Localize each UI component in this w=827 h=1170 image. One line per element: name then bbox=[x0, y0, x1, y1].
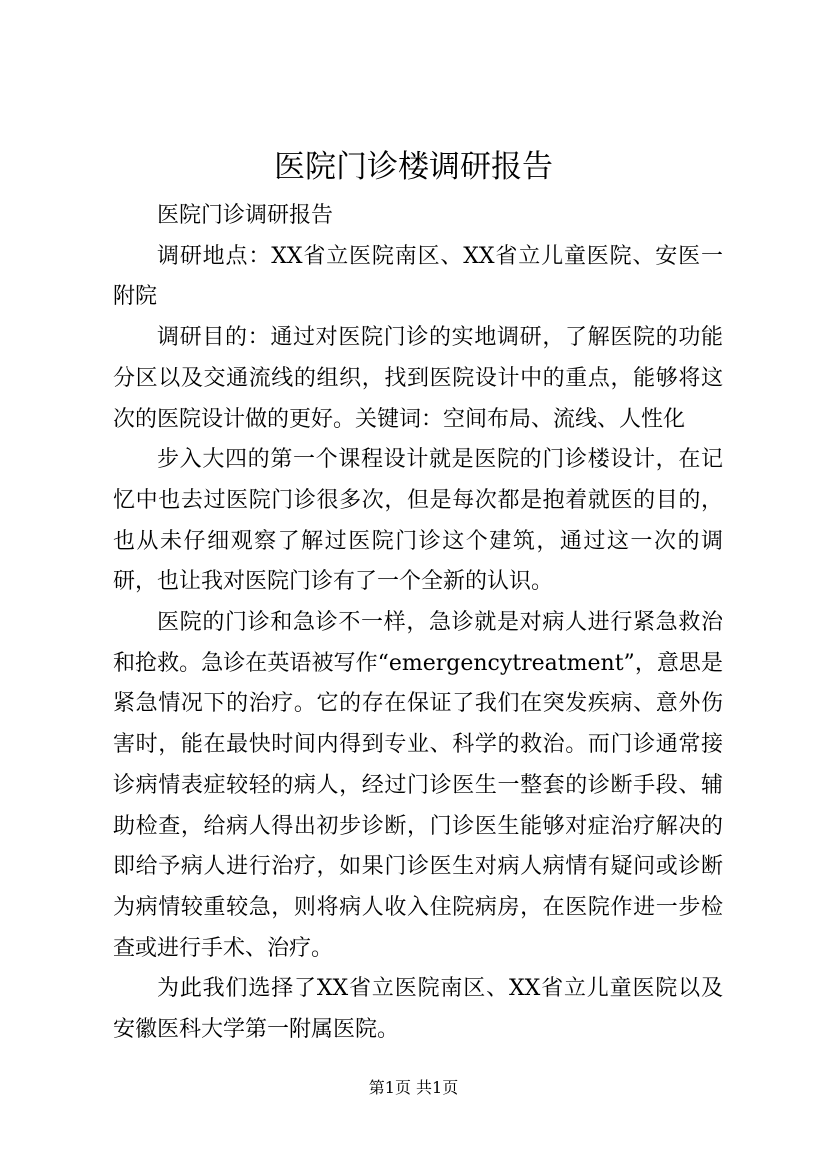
page-footer: 第1页 共1页 bbox=[368, 1078, 459, 1097]
document-body bbox=[113, 196, 723, 1051]
paragraph-subtitle: 医院门诊调研报告 bbox=[157, 203, 334, 228]
document-title: 医院门诊楼调研报告 bbox=[274, 149, 553, 185]
paragraph-intro: 步入大四的第一个课程设计就是医院的门诊楼设计，在记忆中也去过医院门诊很多次，但是每次都是抱着就医的目的，也从未仔细观察了解过医院门诊这个建筑，通过这一次的调研，也让我对医院门诊有了一个全新的认识。 bbox=[113, 447, 723, 595]
paragraph-location: 调研地点：XX省立医院南区、XX省立儿童医院、安医一附院 bbox=[113, 243, 723, 310]
paragraph-purpose: 调研目的：通过对医院门诊的实地调研，了解医院的功能分区以及交通流线的组织，找到医院设计中的重点，能够将这次的医院设计做的更好。关键词：空间布局、流线、人性化 bbox=[113, 325, 723, 432]
paragraph-outpatient-vs-emergency: 医院的门诊和急诊不一样，急诊就是对病人进行紧急救治和抢救。急诊在英语被写作“emergencytreatment”，意思是紧急情况下的治疗。它的存在保证了我们在突发疾病、意外伤害时，能在最快时间内得到专业、科学的救治。而门诊通常接诊病情表症较轻的病人，经过门诊医生一整套的诊断手段、辅助检查，给病人得出初步诊断，门诊医生能够对症治疗解决的即给予病人进行治疗，如果门诊医生对病人病情有疑问或诊断为病情较重较急，则将病人收入住院病房，在医院作进一步检查或进行手术、治疗。 bbox=[113, 610, 723, 961]
paragraph-selection: 为此我们选择了XX省立医院南区、XX省立儿童医院以及安徽医科大学第一附属医院。 bbox=[113, 976, 723, 1043]
